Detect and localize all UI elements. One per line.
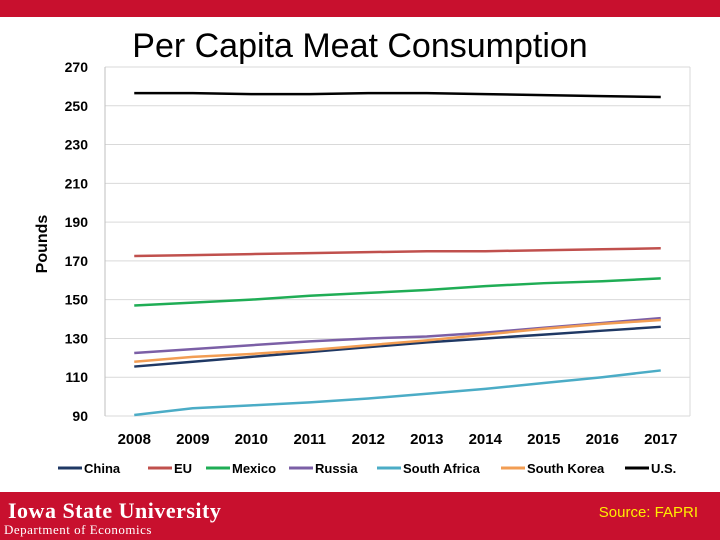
y-tick-label: 130 bbox=[64, 330, 88, 347]
x-tick-labels bbox=[118, 431, 678, 448]
legend-label: South Africa bbox=[403, 461, 480, 476]
y-tick-label: 170 bbox=[64, 252, 88, 269]
x-tick-label: 2011 bbox=[293, 431, 327, 448]
slide-title: Per Capita Meat Consumption bbox=[132, 27, 588, 65]
x-tick-label: 2008 bbox=[117, 431, 151, 448]
series-line-mexico bbox=[134, 278, 661, 305]
y-axis-label: Pounds bbox=[34, 214, 51, 274]
x-tick-label: 2016 bbox=[585, 431, 619, 448]
legend-label: EU bbox=[174, 461, 193, 476]
y-tick-label: 110 bbox=[65, 369, 88, 386]
legend-label: South Korea bbox=[527, 461, 605, 476]
x-tick-label: 2013 bbox=[410, 431, 444, 448]
series-line-u-s- bbox=[134, 93, 661, 97]
series-line-eu bbox=[134, 248, 661, 256]
legend-label: Russia bbox=[315, 461, 358, 476]
y-tick-label: 230 bbox=[64, 136, 88, 153]
legend-label: U.S. bbox=[651, 461, 677, 476]
y-tick-label: 250 bbox=[64, 97, 88, 114]
department-label: Department of Economics bbox=[4, 522, 152, 537]
y-tick-label: 190 bbox=[64, 214, 88, 231]
source-label: Source: FAPRI bbox=[598, 504, 698, 521]
x-tick-label: 2014 bbox=[468, 431, 502, 448]
chart-gridlines bbox=[105, 67, 690, 416]
legend-label: China bbox=[84, 461, 121, 476]
y-tick-labels bbox=[65, 59, 89, 424]
y-tick-label: 150 bbox=[64, 291, 88, 308]
x-tick-label: 2010 bbox=[234, 431, 268, 448]
x-tick-label: 2012 bbox=[351, 431, 385, 448]
series-line-russia bbox=[134, 318, 661, 353]
y-tick-label: 270 bbox=[64, 59, 88, 75]
y-tick-label: 210 bbox=[64, 175, 88, 192]
legend-label: Mexico bbox=[232, 461, 277, 476]
university-wordmark: Iowa State University bbox=[8, 498, 222, 523]
y-tick-label: 90 bbox=[72, 408, 88, 424]
series-line-south-korea bbox=[134, 320, 661, 362]
x-tick-label: 2017 bbox=[644, 431, 678, 448]
footer-bar bbox=[0, 492, 720, 540]
x-tick-label: 2009 bbox=[176, 431, 210, 448]
chart-legend bbox=[58, 461, 676, 476]
series-lines bbox=[134, 93, 661, 415]
x-tick-label: 2015 bbox=[527, 431, 561, 448]
